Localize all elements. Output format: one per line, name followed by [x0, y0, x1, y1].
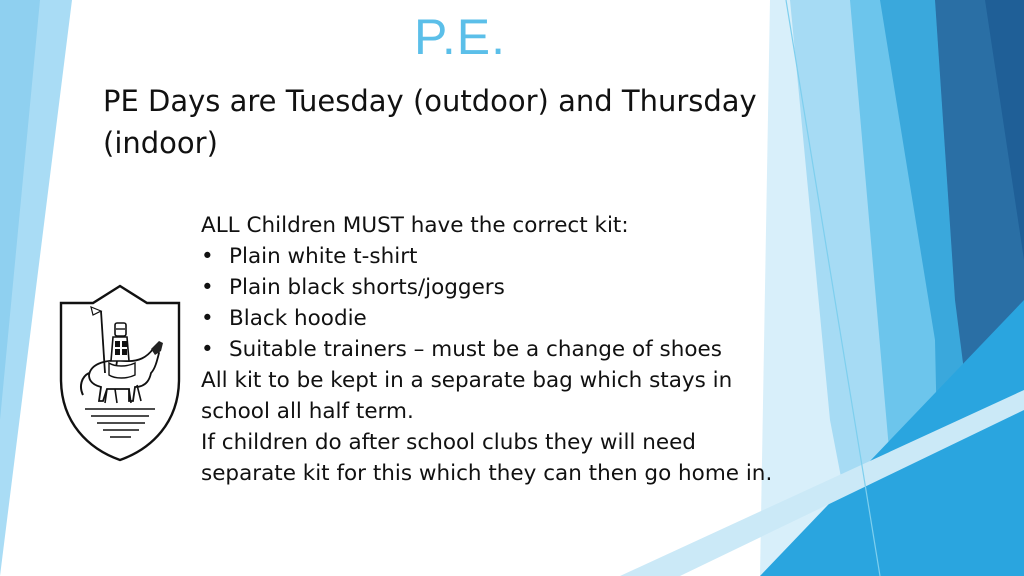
bullet-icon: •	[201, 244, 214, 269]
kit-item	[201, 303, 791, 334]
kit-item-text: Plain white t-shirt	[229, 244, 418, 269]
slide-subtitle: PE Days are Tuesday (outdoor) and Thursday (indoor)	[103, 84, 757, 160]
kit-item	[201, 241, 791, 272]
kit-list	[201, 241, 791, 365]
slide-title: P.E.	[413, 9, 507, 65]
kit-bag-note: All kit to be kept in a separate bag which stays in school all half term.	[201, 368, 733, 424]
kit-item	[201, 334, 791, 365]
school-crest-knight-on-horse-icon	[55, 283, 185, 463]
bullet-icon: •	[201, 337, 214, 362]
after-school-clubs-note: If children do after school clubs they will need separate kit for this which they can then go home in.	[201, 430, 773, 486]
kit-item	[201, 272, 791, 303]
kit-content	[201, 210, 791, 489]
kit-item-text: Suitable trainers – must be a change of shoes	[229, 337, 722, 362]
kit-item-text: Black hoodie	[229, 306, 367, 331]
kit-intro: ALL Children MUST have the correct kit:	[201, 213, 629, 238]
kit-item-text: Plain black shorts/joggers	[229, 275, 505, 300]
bullet-icon: •	[201, 275, 214, 300]
bullet-icon: •	[201, 306, 214, 331]
